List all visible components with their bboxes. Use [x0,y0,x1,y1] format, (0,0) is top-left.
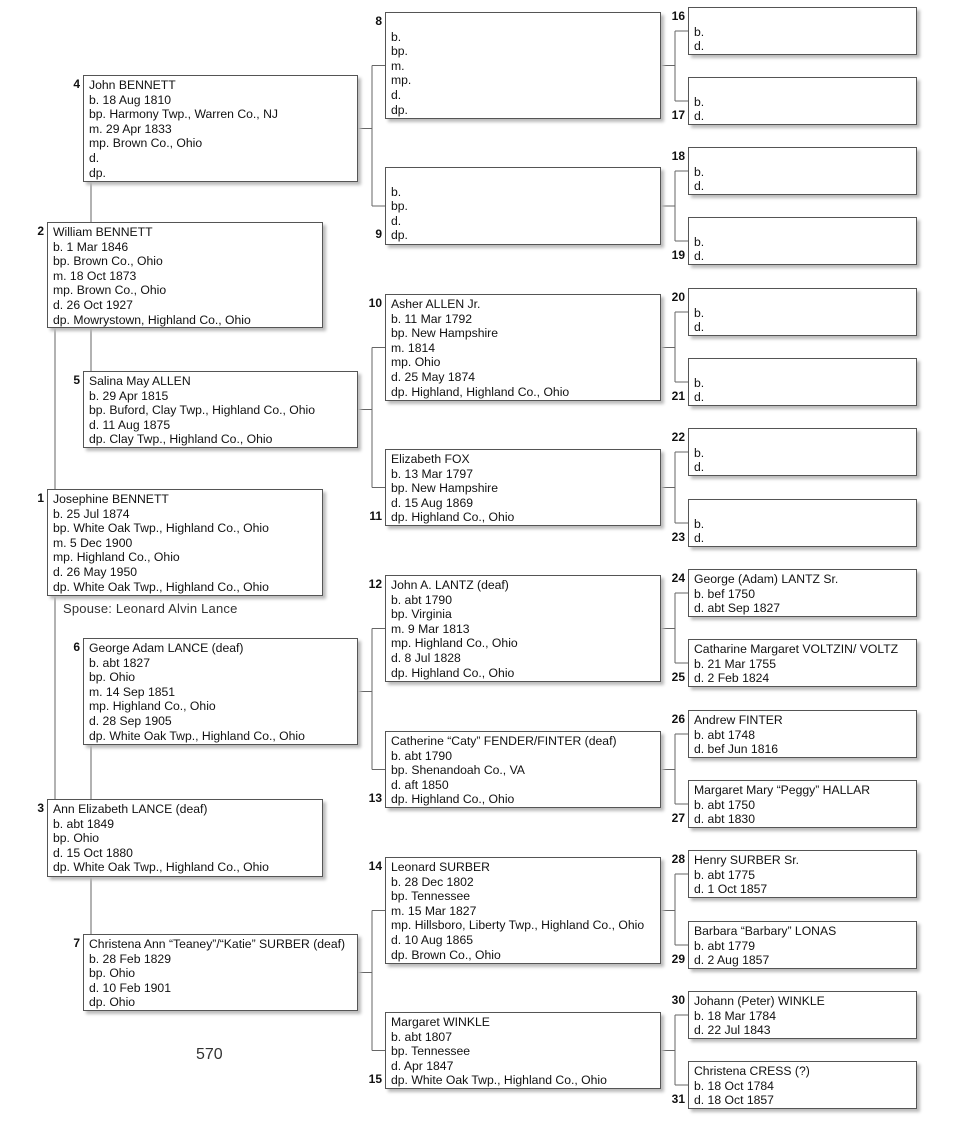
ancestor-number: 7 [73,936,80,950]
person-fact: mp. Highland Co., Ohio [89,699,216,714]
person-fact: d. 8 Jul 1828 [391,650,461,665]
person-fact: dp. Highland Co., Ohio [391,510,515,525]
person-fact: m. 5 Dec 1900 [53,535,133,550]
person-name: Asher ALLEN Jr. [391,297,481,311]
person-box-23 [688,499,917,547]
person-fact: b. [694,234,705,249]
person-fact: b. [391,29,402,44]
ancestor-number: 24 [671,571,685,585]
person-fact: d. abt 1830 [694,812,755,827]
person-box-2 [47,222,323,328]
ancestor-number: 14 [368,859,382,873]
person-name: John BENNETT [89,78,176,92]
person-fact: d. 10 Aug 1865 [391,932,474,947]
person-fact: dp. Brown Co., Ohio [391,947,501,962]
ancestor-number: 29 [671,952,685,967]
person-fact: b. 13 Mar 1797 [391,466,473,481]
person-name: Salina May ALLEN [89,374,191,388]
person-fact: b. [694,375,705,390]
person-fact: bp. Brown Co., Ohio [53,254,163,269]
person-name: Johann (Peter) WINKLE [694,994,825,1008]
person-fact: b. [391,184,402,199]
person-box-13 [385,731,661,808]
person-fact: bp. White Oak Twp., Highland Co., Ohio [53,521,269,536]
person-fact: d. [694,460,705,475]
person-fact: b. 1 Mar 1846 [53,239,129,254]
ancestor-number: 13 [368,791,382,806]
person-fact: d. [694,320,705,335]
person-fact: d. Apr 1847 [391,1058,454,1073]
person-fact: b. [694,305,705,320]
person-name: Margaret WINKLE [391,1015,490,1029]
person-fact: dp. Mowrystown, Highland Co., Ohio [53,312,251,327]
person-name: Barbara “Barbary” LONAS [694,924,837,938]
ancestor-number: 4 [73,77,80,91]
person-fact: b. 18 Oct 1784 [694,1078,774,1093]
person-fact: bp. Ohio [53,831,100,846]
person-fact: bp. Ohio [89,670,136,685]
person-fact: mp. Brown Co., Ohio [53,283,167,298]
person-fact: dp. Highland Co., Ohio [391,792,515,807]
person-box-22 [688,428,917,476]
person-name: Christena Ann “Teaney”/“Katie” SURBER (deaf) [89,937,346,951]
person-name: Henry SURBER Sr. [694,853,799,867]
person-fact: bp. Virginia [391,607,452,622]
ancestor-number: 9 [375,227,382,242]
person-fact: b. 28 Feb 1829 [89,951,171,966]
person-fact: bp. Ohio [89,966,136,981]
person-fact: mp. [391,73,412,88]
person-name [391,15,660,30]
person-box-7 [83,934,358,1011]
ancestor-number: 15 [368,1072,382,1087]
person-fact: b. 21 Mar 1755 [694,656,776,671]
person-fact: bp. Tennessee [391,889,471,904]
person-box-6 [83,638,358,745]
person-fact: b. [694,516,705,531]
person-fact: b. abt 1748 [694,727,755,742]
ancestor-number: 30 [671,993,685,1007]
person-fact: dp. White Oak Twp., Highland Co., Ohio [53,860,269,875]
person-box-16 [688,7,917,55]
person-fact: b. 28 Dec 1802 [391,874,474,889]
person-fact: b. abt 1807 [391,1029,452,1044]
spouse-label: Spouse: Leonard Alvin Lance [63,601,238,616]
person-fact: d. aft 1850 [391,777,449,792]
ancestor-number: 11 [369,509,382,524]
person-name [694,10,916,25]
person-fact: d. bef Jun 1816 [694,742,779,757]
ancestor-number: 5 [73,373,80,387]
person-fact: b. [694,94,705,109]
person-fact: mp. Highland Co., Ohio [391,636,518,651]
person-fact: d. 28 Sep 1905 [89,713,172,728]
person-fact: m. 1814 [391,340,436,355]
person-fact: b. abt 1790 [391,592,452,607]
person-box-4 [83,75,358,182]
person-fact: dp. [89,165,106,180]
person-box-3 [47,799,323,877]
person-box-15 [385,1012,661,1089]
person-name [694,361,916,376]
person-name: Leonard SURBER [391,860,490,874]
person-box-24 [688,569,917,617]
page-number: 570 [196,1046,223,1063]
person-fact: bp. New Hampshire [391,326,499,341]
person-fact: bp. [391,44,408,59]
person-fact: bp. Tennessee [391,1044,471,1059]
person-box-27 [688,780,917,828]
ancestor-number: 28 [671,852,685,866]
person-name [694,502,916,517]
ancestor-number: 22 [671,430,685,444]
person-name: George (Adam) LANTZ Sr. [694,572,839,586]
person-box-26 [688,710,917,758]
person-fact: d. [694,39,705,54]
person-fact: b. abt 1779 [694,938,755,953]
person-name: Elizabeth FOX [391,452,470,466]
person-box-14 [385,857,661,964]
person-fact: b. 18 Mar 1784 [694,1008,776,1023]
person-fact: d. [89,150,100,165]
person-fact: b. 11 Mar 1792 [391,311,473,326]
person-fact: d. [694,109,705,124]
person-box-9 [385,167,661,245]
person-box-31 [688,1061,917,1109]
ancestor-number: 27 [671,811,685,826]
person-name: Christena CRESS (?) [694,1064,810,1078]
person-fact: dp. Highland Co., Ohio [391,665,515,680]
person-fact: dp. Highland, Highland Co., Ohio [391,384,570,399]
person-name: Catherine “Caty” FENDER/FINTER (deaf) [391,734,617,748]
person-fact: m. 29 Apr 1833 [89,121,172,136]
person-box-8 [385,12,661,119]
ancestor-number: 8 [375,14,382,28]
person-fact: d. [391,213,402,228]
person-fact: b. [694,164,705,179]
person-fact: d. 18 Oct 1857 [694,1093,774,1108]
person-fact: d. 10 Feb 1901 [89,980,171,995]
ancestor-number: 2 [37,224,44,238]
person-name: Josephine BENNETT [53,492,169,506]
person-fact: m. 18 Oct 1873 [53,268,137,283]
person-fact: bp. [391,199,408,214]
person-fact: d. abt Sep 1827 [694,601,781,616]
person-name: Margaret Mary “Peggy” HALLAR [694,783,871,797]
person-fact: b. abt 1775 [694,867,755,882]
person-box-30 [688,991,917,1039]
person-fact: dp. White Oak Twp., Highland Co., Ohio [53,579,269,594]
person-fact: d. 11 Aug 1875 [89,417,171,432]
person-name [694,220,916,235]
person-fact: d. 22 Jul 1843 [694,1023,771,1038]
person-fact: bp. Buford, Clay Twp., Highland Co., Ohio [89,403,316,418]
person-fact: d. 25 May 1874 [391,369,476,384]
person-name [694,150,916,165]
person-fact: b. abt 1790 [391,748,452,763]
person-box-5 [83,371,358,448]
person-fact: b. 29 Apr 1815 [89,388,169,403]
person-box-19 [688,217,917,265]
ancestor-number: 3 [37,801,44,815]
person-name: Catharine Margaret VOLTZIN/ VOLTZ [694,642,899,656]
person-fact: mp. Hillsboro, Liberty Twp., Highland Co., Ohio [391,918,645,933]
person-fact: d. 26 Oct 1927 [53,297,133,312]
person-fact: mp. Ohio [391,355,441,370]
person-fact: b. 18 Aug 1810 [89,92,172,107]
person-box-21 [688,358,917,406]
person-fact: dp. White Oak Twp., Highland Co., Ohio [89,728,305,743]
person-fact: m. [391,58,405,73]
person-fact: b. bef 1750 [694,586,755,601]
person-fact: b. [694,24,705,39]
person-fact: d. [694,531,705,546]
person-fact: b. [694,445,705,460]
person-box-12 [385,575,661,682]
ancestor-number: 16 [671,9,685,23]
person-fact: bp. Harmony Twp., Warren Co., NJ [89,107,278,122]
person-name: Ann Elizabeth LANCE (deaf) [53,802,208,816]
person-fact: d. 2 Feb 1824 [694,671,770,686]
person-box-11 [385,449,661,526]
person-fact: d. [694,390,705,405]
person-fact: d. [694,179,705,194]
ancestor-number: 19 [671,248,685,263]
ancestor-number: 23 [671,530,685,545]
person-name [391,170,660,185]
person-box-18 [688,147,917,195]
person-fact: d. 1 Oct 1857 [694,882,768,897]
ancestor-number: 10 [368,296,382,310]
person-fact: dp. [391,228,408,243]
ancestor-number: 18 [671,149,685,163]
person-fact: m. 9 Mar 1813 [391,621,470,636]
person-name: Andrew FINTER [694,713,783,727]
person-fact: m. 14 Sep 1851 [89,684,176,699]
person-fact: bp. New Hampshire [391,481,499,496]
person-fact: b. abt 1750 [694,797,755,812]
person-box-20 [688,288,917,336]
ancestor-number: 17 [671,108,685,123]
person-fact: d. 15 Oct 1880 [53,845,133,860]
ancestor-number: 20 [671,290,685,304]
ancestor-number: 26 [671,712,685,726]
person-name [694,291,916,306]
person-box-25 [688,639,917,687]
ancestor-number: 6 [73,640,80,654]
person-fact: mp. Highland Co., Ohio [53,550,180,565]
person-name: John A. LANTZ (deaf) [391,578,509,592]
person-fact: b. 25 Jul 1874 [53,506,130,521]
person-box-10 [385,294,661,401]
person-name: George Adam LANCE (deaf) [89,641,244,655]
person-fact: dp. Clay Twp., Highland Co., Ohio [89,432,273,447]
ancestor-number: 12 [368,577,382,591]
person-fact: dp. Ohio [89,995,136,1010]
person-name [694,80,916,95]
ancestor-number: 25 [671,670,685,685]
person-box-29 [688,921,917,969]
ancestor-number: 21 [671,389,685,404]
person-fact: d. 2 Aug 1857 [694,953,770,968]
person-fact: dp. White Oak Twp., Highland Co., Ohio [391,1073,607,1088]
person-name: William BENNETT [53,225,153,239]
person-fact: dp. [391,102,408,117]
person-box-1 [47,489,323,596]
person-fact: b. abt 1849 [53,816,114,831]
person-box-28 [688,850,917,898]
person-fact: m. 15 Mar 1827 [391,903,477,918]
person-fact: d. [694,249,705,264]
person-fact: d. 26 May 1950 [53,564,138,579]
person-fact: b. abt 1827 [89,655,150,670]
person-box-17 [688,77,917,125]
person-fact: d. 15 Aug 1869 [391,495,474,510]
ancestor-number: 31 [671,1092,685,1107]
person-fact: mp. Brown Co., Ohio [89,136,203,151]
ancestor-number: 1 [37,491,44,505]
person-name [694,431,916,446]
person-fact: bp. Shenandoah Co., VA [391,763,525,778]
person-fact: d. [391,87,402,102]
